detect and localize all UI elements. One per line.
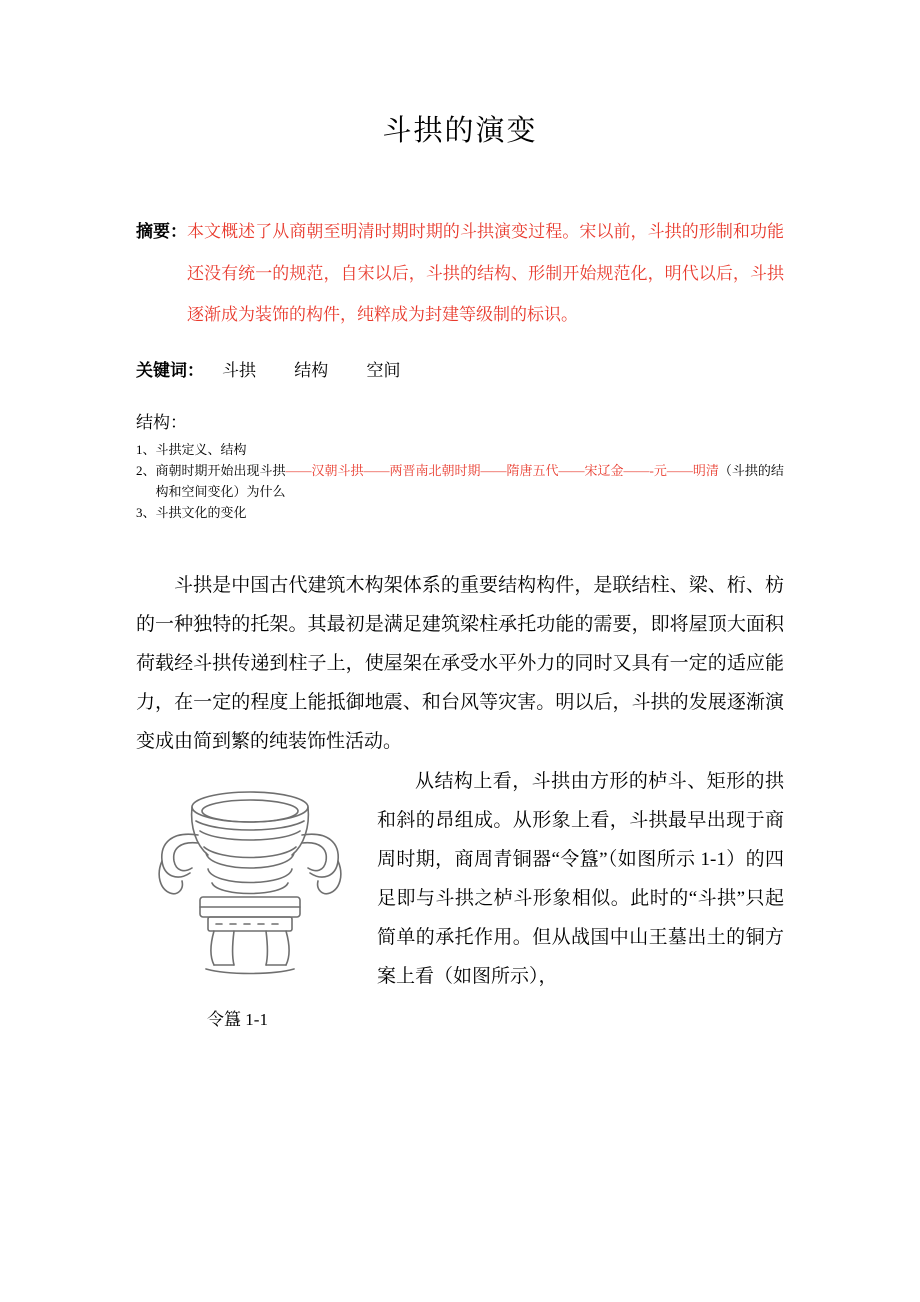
list-item (136, 502, 784, 523)
list-item-number: 3、 (136, 504, 156, 520)
list-item-text-red: ——汉朝斗拱——两晋南北朝时期——隋唐五代——宋辽金——-元——明清 (285, 462, 719, 478)
structure-list (136, 439, 784, 523)
list-item-number: 2、 (136, 462, 156, 478)
page-title: 斗拱的演变 (382, 115, 538, 147)
keyword-item: 空间 (366, 360, 401, 380)
list-item (136, 460, 784, 502)
keyword-item: 斗拱 (222, 360, 256, 380)
paragraph-2: 从结构上看，斗拱由方形的栌斗、矩形的拱和斜的昂组成。从形象上看，斗拱最早出现于商周时期，商周青铜器“令簋”（如图所示 1-1）的四足即与斗拱之栌斗形象相似。此时的“斗拱”只起简单的承托作用。但从战国中山王墓出土的铜方案上看（如图所示）， (377, 771, 784, 988)
abstract-text: 本文概述了从商朝至明清时期时期的斗拱演变过程。宋以前，斗拱的形制和功能还没有统一的规范，自宋以后，斗拱的结构、形制开始规范化，明代以后，斗拱逐渐成为装饰的构件，纯粹成为封建等级制的标识。 (187, 222, 784, 325)
keyword-item: 结构 (294, 360, 329, 380)
list-item-text: 斗拱定义、结构 (155, 441, 247, 457)
figure-caption: 令簋 1-1 (207, 1010, 268, 1030)
abstract-label: 摘要： (136, 222, 187, 241)
list-item-text: 斗拱文化的变化 (155, 504, 247, 520)
body-paragraphs (136, 567, 784, 762)
keywords-items (222, 356, 435, 381)
list-item-number: 1、 (136, 441, 156, 457)
figure-and-paragraph-2 (136, 763, 784, 1030)
bronze-vessel-line-drawing-icon (138, 769, 363, 984)
paragraph-1: 斗拱是中国古代建筑木构架体系的重要结构构件，是联结柱、梁、桁、枋的一种独特的托架。其最初是满足建筑梁柱承托功能的需要，即将屋顶大面积荷载经斗拱传递到柱子上，使屋架在承受水平外力的同时又具有一定的适应能力，在一定的程度上能抵御地震、和台风等灾害。明以后，斗拱的发展逐渐演变成由简到繁的纯装饰性活动。 (136, 574, 784, 752)
structure-label: 结构： (136, 412, 187, 432)
list-item-text (156, 460, 784, 502)
figure-ling-gui (138, 769, 363, 1030)
list-item (136, 439, 784, 460)
abstract-section (136, 211, 784, 336)
keywords-label: 关键词： (136, 360, 204, 380)
list-item-text-black: 商朝时期开始出现斗拱 (155, 462, 286, 478)
keywords-section (136, 350, 784, 392)
list-item-text-tail: （斗拱的结构和空间变化）为什么 (155, 462, 784, 499)
